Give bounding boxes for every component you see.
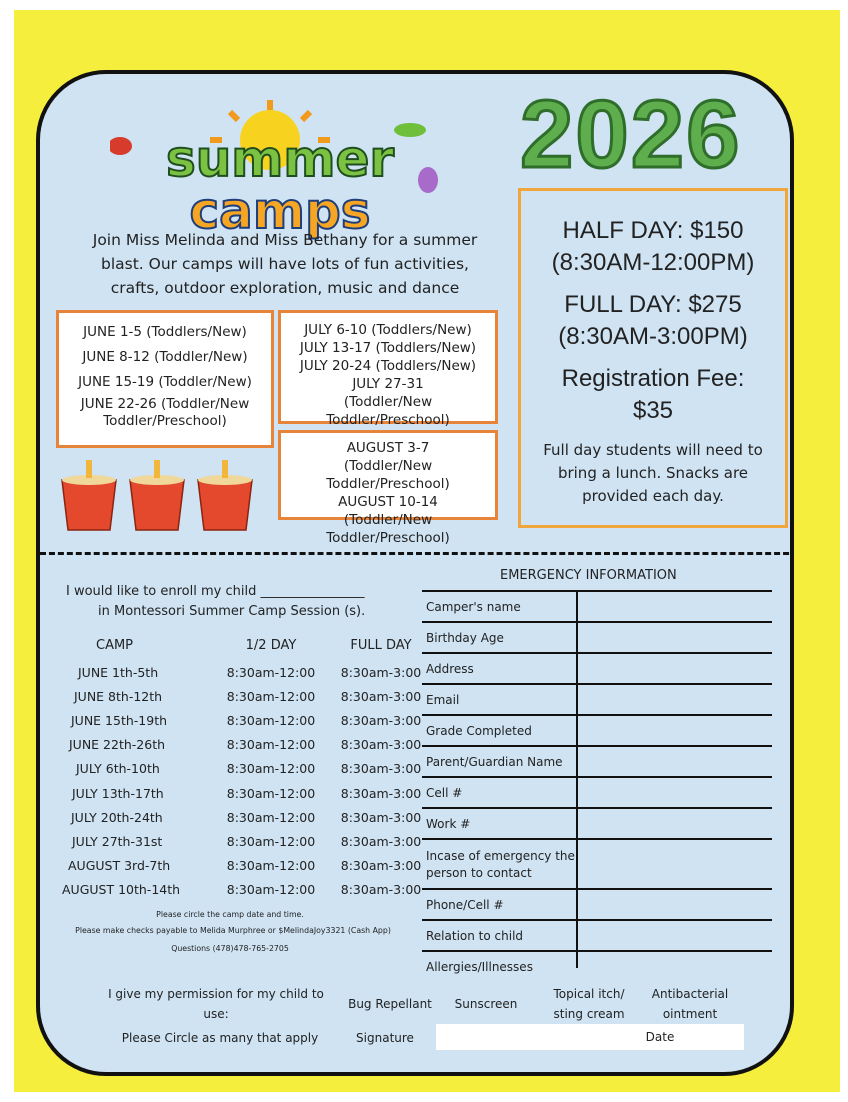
camp-date[interactable]: JUNE 1th-5th [78,664,159,680]
registration-fee: $35 [632,397,674,424]
bug-repellant-option[interactable]: Bug Repellant [348,997,432,1011]
session-item: JUNE 22-26 (Toddler/New Toddler/Preschool) [80,396,250,429]
half-day-time[interactable]: 8:30am-12:00 [226,833,316,849]
july-sessions-box [278,310,498,428]
emergency-row[interactable] [422,952,772,981]
camp-date[interactable]: JULY 20th-24th [71,809,163,825]
emergency-row[interactable] [422,623,772,654]
field-label: Relation to child [426,929,524,943]
full-day-time[interactable]: 8:30am-3:00 [340,712,422,728]
full-day-time[interactable]: 8:30am-3:00 [340,882,422,898]
camp-date[interactable]: JUNE 22th-26th [69,737,166,753]
field-label: Address [426,662,474,676]
registration-fee-label: Registration Fee: [561,365,745,392]
half-day-price: HALF DAY: $150 [562,217,744,244]
session-item: JULY 27-31 (Toddler/New Toddler/Preschool) [326,376,450,428]
session-item: AUGUST 10-14 (Toddler/New Toddler/Preschool) [326,494,450,546]
camp-date[interactable]: JULY 27th-31st [72,833,163,849]
sand-pails-image [58,460,258,532]
questions-note: Questions (478)478-765-2705 [171,944,289,953]
field-label: Phone/Cell # [426,898,504,912]
emergency-row[interactable] [422,747,772,778]
table-row[interactable] [62,708,436,732]
session-item: JULY 20-24 (Toddlers/New) [299,358,477,374]
full-day-time[interactable]: 8:30am-3:00 [340,664,422,680]
emergency-row[interactable] [422,716,772,747]
full-day-hours: (8:30AM-3:00PM) [558,323,748,350]
pricing-box [518,188,788,528]
emergency-row[interactable] [422,778,772,809]
half-day-time[interactable]: 8:30am-12:00 [226,809,316,825]
intro-text: Join Miss Melinda and Miss Bethany for a summer blast. Our camps will have lots of fun activities, crafts, outdoor exploration, music and dance [92,231,478,297]
half-day-time[interactable]: 8:30am-12:00 [226,688,316,704]
field-label: Cell # [426,786,463,800]
emergency-row[interactable] [422,654,772,685]
camp-date[interactable]: AUGUST 3rd-7th [68,858,171,874]
full-day-price: FULL DAY: $275 [564,291,742,318]
field-label: Birthday Age [426,631,504,645]
half-day-time[interactable]: 8:30am-12:00 [226,858,316,874]
emergency-title: EMERGENCY INFORMATION [500,568,677,583]
camp-date[interactable]: JULY 13th-17th [72,785,164,801]
june-sessions-box [56,310,274,448]
signature-label: Signature [356,1031,414,1045]
enroll-statement [66,582,416,622]
session-item: JULY 6-10 (Toddlers/New) [304,322,472,338]
half-day-time[interactable]: 8:30am-12:00 [226,712,316,728]
antibacterial-option[interactable]: Antibacterial ointment [651,987,729,1021]
field-label: Incase of emergency the person to contact [426,849,575,880]
half-day-time[interactable]: 8:30am-12:00 [226,737,316,753]
half-day-hours: (8:30AM-12:00PM) [551,249,755,276]
table-row[interactable] [62,829,436,853]
emergency-form [422,590,772,981]
table-header-row [62,630,436,660]
half-day-time[interactable]: 8:30am-12:00 [226,761,316,777]
flyer-panel [36,70,794,1076]
header-camp: CAMP [96,637,134,653]
table-row[interactable] [62,854,436,878]
table-row[interactable] [62,878,436,902]
field-label: Grade Completed [426,724,532,738]
enroll-line-2: in Montessori Summer Camp Session (s). [98,604,366,619]
header-half-day: 1/2 DAY [245,637,297,653]
cut-line [40,552,794,555]
table-row[interactable] [62,684,436,708]
checks-note: Please make checks payable to Melida Murphree or $MelindaJoy3321 (Cash App) [75,926,391,935]
field-label: Email [426,693,460,707]
emergency-row[interactable] [422,921,772,952]
session-item: JULY 13-17 (Toddlers/New) [299,340,477,356]
emergency-row[interactable] [422,809,772,840]
half-day-time[interactable]: 8:30am-12:00 [226,882,316,898]
circle-note: Please circle the camp date and time. [156,910,304,919]
header-full-day: FULL DAY [350,637,412,653]
field-label: Work # [426,817,471,831]
full-day-time[interactable]: 8:30am-3:00 [340,761,422,777]
emergency-row[interactable] [422,685,772,716]
full-day-time[interactable]: 8:30am-3:00 [340,737,422,753]
lunch-note: Full day students will need to bring a lunch. Snacks are provided each day. [543,441,763,505]
field-label: Allergies/Illnesses [426,960,533,974]
logo-summer-text: summer [165,130,395,188]
camp-date[interactable]: JULY 6th-10th [76,761,160,777]
session-item: JUNE 8-12 (Toddler/New) [82,349,248,365]
camp-schedule-table [62,630,436,902]
session-item: JUNE 15-19 (Toddler/New) [78,374,252,390]
table-row[interactable] [62,733,436,757]
full-day-time[interactable]: 8:30am-3:00 [340,833,422,849]
full-day-time[interactable]: 8:30am-3:00 [340,785,422,801]
half-day-time[interactable]: 8:30am-12:00 [226,664,316,680]
session-item: JUNE 1-5 (Toddlers/New) [83,324,247,340]
table-row[interactable] [62,805,436,829]
camp-date[interactable]: AUGUST 10th-14th [62,882,181,898]
date-field[interactable] [436,1024,744,1050]
date-label: Date [645,1030,675,1044]
year-title: 2026 [520,81,742,188]
full-day-time[interactable]: 8:30am-3:00 [340,809,422,825]
circle-instruction: Please Circle as many that apply [121,1031,319,1045]
table-row[interactable] [62,757,436,781]
field-label: Camper's name [426,600,521,614]
camp-date[interactable]: JUNE 15th-19th [71,712,168,728]
camp-date[interactable]: JUNE 8th-12th [74,688,163,704]
logo-camps-text: camps [189,182,371,240]
august-sessions-box [278,430,498,546]
session-item: AUGUST 3-7 (Toddler/New Toddler/Preschool) [326,440,450,492]
full-day-time[interactable]: 8:30am-3:00 [340,858,422,874]
emergency-row[interactable] [422,592,772,623]
full-day-time[interactable]: 8:30am-3:00 [340,688,422,704]
sunscreen-option[interactable]: Sunscreen [454,997,518,1011]
topical-cream-option[interactable]: Topical itch/ sting cream [553,987,625,1021]
emergency-row[interactable] [422,890,772,921]
table-row[interactable] [62,660,436,684]
table-row[interactable] [62,781,436,805]
emergency-row[interactable] [422,840,772,890]
half-day-time[interactable]: 8:30am-12:00 [226,785,316,801]
field-label: Parent/Guardian Name [426,755,563,769]
permission-statement: I give my permission for my child to use: [108,987,324,1021]
enroll-line-1: I would like to enroll my child ________________ [66,584,365,599]
